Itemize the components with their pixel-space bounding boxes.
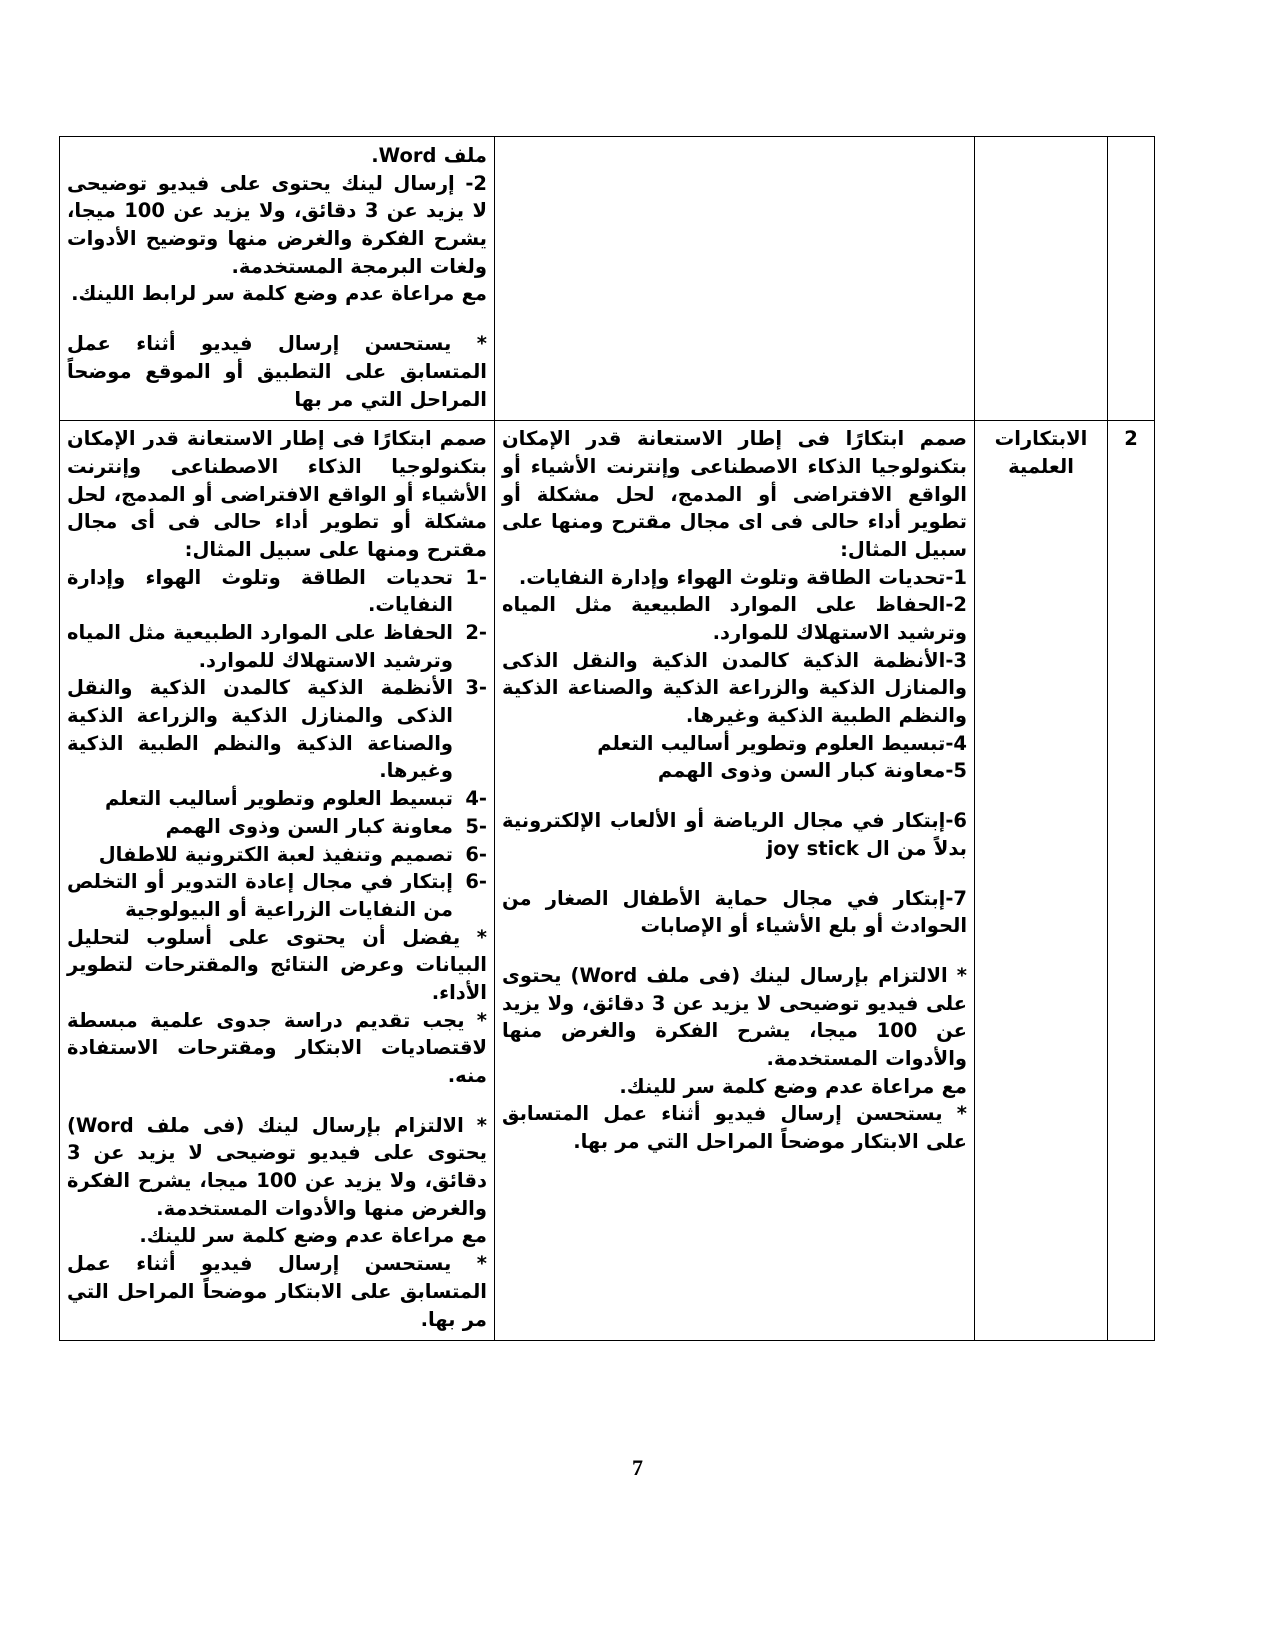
description-item-list <box>502 564 967 786</box>
paragraph-spacer <box>502 863 967 885</box>
list-text: إبتكار في مجال إعادة التدوير أو التخلص من النفايات الزراعية أو البيولوجية <box>67 870 453 921</box>
list-item <box>67 674 487 785</box>
list-item: 1-تحديات الطاقة وتلوث الهواء وإدارة النفايات. <box>518 565 967 589</box>
table-row <box>60 421 1155 1341</box>
description-item-list-extra2 <box>502 885 967 940</box>
list-text: تبسيط العلوم وتطوير أساليب التعلم <box>104 787 453 811</box>
list-item <box>67 841 487 869</box>
paragraph-spacer <box>502 940 967 962</box>
list-item: 2-الحفاظ على الموارد الطبيعية مثل المياه وترشيد الاستهلاك للموارد. <box>502 593 967 644</box>
row-category-cell <box>975 421 1108 1341</box>
list-text: تحديات الطاقة وتلوث الهواء وإدارة النفايات. <box>67 565 453 617</box>
footer-note: * يستحسن إرسال فيديو أثناء عمل المتسابق على الابتكار موضحاً المراحل التي مر بها. <box>67 1252 487 1331</box>
page-number: 7 <box>632 1455 643 1480</box>
list-marker: 4- <box>465 787 487 811</box>
list-item <box>67 868 487 923</box>
list-item <box>67 813 487 841</box>
footer-note: * الالتزام بإرسال لينك (فى ملف Word) يحتوى على فيديو توضيحى لا يزيد عن 3 دقائق، ولا يزيد عن 100 ميجا، يشرح الفكرة والغرض منها والأدوات المستخدمة. <box>67 1113 487 1220</box>
list-marker: 2- <box>465 621 487 644</box>
list-item <box>67 564 487 619</box>
description-item-list-extra <box>502 807 967 862</box>
row-number-cell <box>1108 137 1155 421</box>
list-item: 4-تبسيط العلوم وتطوير أساليب التعلم <box>597 731 967 755</box>
description-intro: صمم ابتكارًا فى إطار الاستعانة قدر الإمكان بتكنولوجيا الذكاء الاصطناعى وإنترنت الأشياء أو الواقع الافتراضى أو المدمج، لحل مشكلة أو تطوير أداء حالى فى أى مجال مقترح ومنها على سبيل المثال: <box>67 427 487 561</box>
paragraph-spacer <box>67 1090 487 1112</box>
paragraph: * يستحسن إرسال فيديو أثناء عمل المتسابق على التطبيق أو الموقع موضحاً المراحل التي مر بها <box>67 332 487 411</box>
criteria-table <box>59 136 1155 1341</box>
note: * يفضل أن يحتوى على أسلوب لتحليل البيانات وعرض النتائج والمقترحات لتطوير الأداء. <box>67 925 487 1004</box>
list-item: 6-إبتكار في مجال الرياضة أو الألعاب الإلكترونية بدلاً من ال joy stick <box>502 809 967 860</box>
list-text: تصميم وتنفيذ لعبة الكترونية للاطفال <box>98 842 453 866</box>
footer-note: * يستحسن إرسال فيديو أثناء عمل المتسابق على الابتكار موضحاً المراحل التي مر بها. <box>502 1102 967 1153</box>
row-number: 2 <box>1124 427 1138 451</box>
paragraph: 2- إرسال لينك يحتوى على فيديو توضيحى لا يزيد عن 3 دقائق، ولا يزيد عن 100 ميجا، يشرح الفكرة والغرض منها وتوضيح الأدوات ولغات البرمجة المستخدمة. <box>67 171 488 278</box>
footer-note: مع مراعاة عدم وضع كلمة سر للينك. <box>619 1074 967 1098</box>
list-item: 5-معاونة كبار السن وذوى الهمم <box>657 759 967 783</box>
list-item <box>67 619 487 674</box>
list-marker: 1- <box>465 565 487 589</box>
list-item: 3-الأنظمة الذكية كالمدن الذكية والنقل الذكى والمنازل الذكية والزراعة الذكية والصناعة الذكية والنظم الطبية الذكية وغيرها. <box>502 648 967 728</box>
paragraph-spacer <box>502 785 967 807</box>
paragraph: ملف Word. <box>371 144 487 167</box>
row-number-cell <box>1108 421 1155 1341</box>
note: * يجب تقديم دراسة جدوى علمية مبسطة لاقتصاديات الابتكار ومقترحات الاستفادة منه. <box>67 1008 487 1087</box>
row-description-right-cell <box>495 137 975 421</box>
description-intro: صمم ابتكارًا فى إطار الاستعانة قدر الإمكان بتكنولوجيا الذكاء الاصطناعى وإنترنت الأشياء أو الواقع الافتراضى أو المدمج، لحل مشكلة أو تطوير أداء حالى فى اى مجال مقترح ومنها على سبيل المثال: <box>502 427 967 561</box>
row-category-cell <box>975 137 1108 421</box>
list-text: الأنظمة الذكية كالمدن الذكية والنقل الذكى والمنازل الذكية والزراعة الذكية والصناعة الذكية والنظم الطبية الذكية وغيرها. <box>67 676 453 783</box>
list-item <box>67 785 487 813</box>
paragraph: مع مراعاة عدم وضع كلمة سر لرابط اللينك. <box>71 282 487 306</box>
row-description-right-cell <box>495 421 975 1341</box>
list-text: الحفاظ على الموارد الطبيعية مثل المياه وترشيد الاستهلاك للموارد. <box>67 621 453 672</box>
row-category: الابتكارات العلمية <box>994 427 1088 479</box>
list-marker: 6- <box>465 842 487 866</box>
paragraph-spacer <box>67 308 487 330</box>
list-marker: 6- <box>465 870 487 894</box>
row-description-left-cell <box>60 137 495 421</box>
list-item: 7-إبتكار في مجال حماية الأطفال الصغار من الحوادث أو بلع الأشياء أو الإصابات <box>502 886 967 938</box>
list-text: معاونة كبار السن وذوى الهمم <box>165 814 453 838</box>
footer-note: مع مراعاة عدم وضع كلمة سر للينك. <box>139 1224 487 1248</box>
row-description-left-cell <box>60 421 495 1341</box>
footer-note: * الالتزام بإرسال لينك (فى ملف Word) يحتوى على فيديو توضيحى لا يزيد عن 3 دقائق، ولا يزيد عن 100 ميجا، يشرح الفكرة والغرض منها والأدوات المستخدمة. <box>502 963 967 1070</box>
table-row <box>60 137 1155 421</box>
list-marker: 3- <box>465 676 487 700</box>
list-marker: 5- <box>465 814 487 838</box>
description-numbered-list <box>67 564 487 924</box>
